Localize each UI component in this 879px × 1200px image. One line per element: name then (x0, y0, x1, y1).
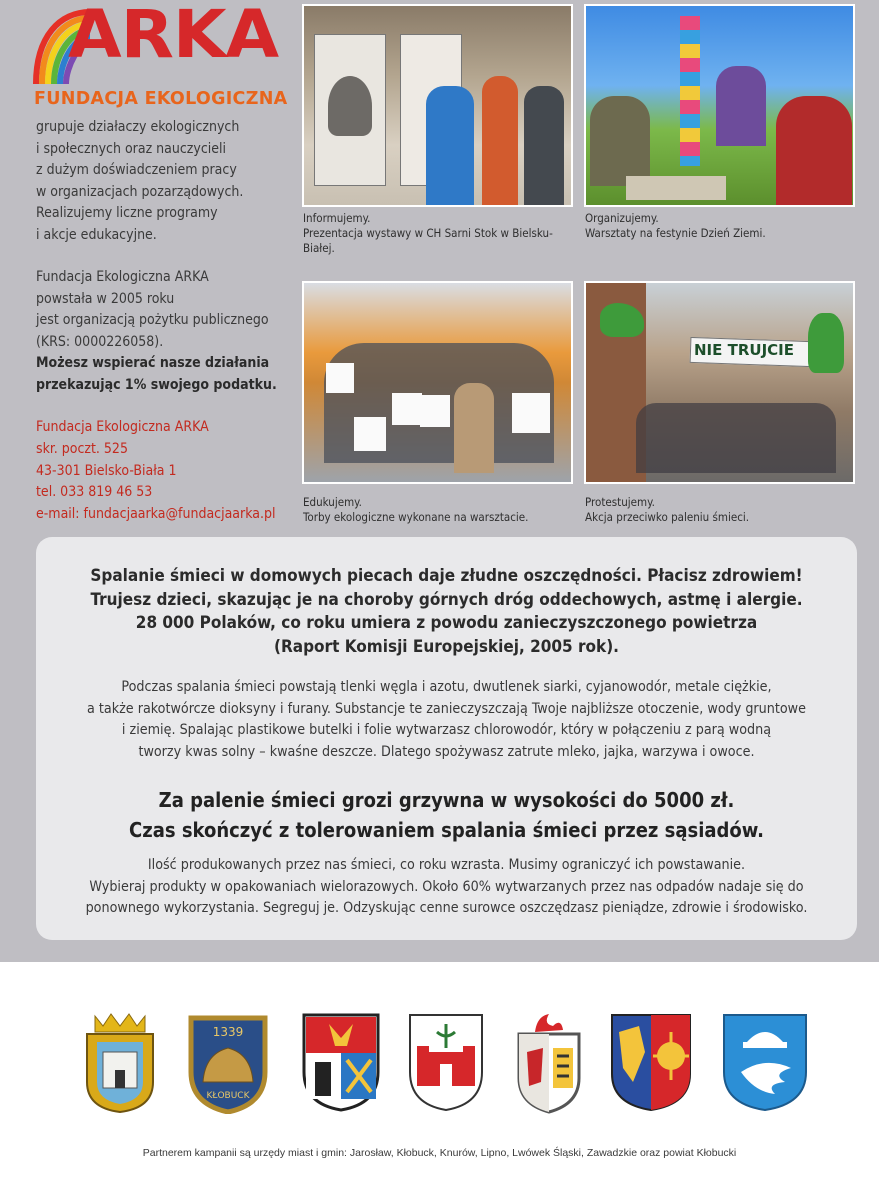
donation-appeal-line: Możesz wspierać nasze działania (36, 355, 270, 371)
about-text (36, 267, 296, 396)
caption-title: Informujemy. (303, 211, 371, 225)
photo-caption (585, 495, 855, 525)
logo-name: ARKA (68, 0, 279, 73)
arka-logo (30, 0, 290, 109)
photo-caption (303, 495, 578, 525)
caption-text: Torby ekologiczne wykonane na warsztacie. (303, 510, 529, 524)
lead-line: Spalanie śmieci w domowych piecach daje złudne oszczędności. Płacisz zdrowiem! (90, 566, 803, 586)
contact-pobox: skr. poczt. 525 (36, 440, 128, 457)
intro-line: i akcje edukacyjne. (36, 226, 157, 243)
lead-line: (Raport Komisji Europejskiej, 2005 rok). (274, 636, 619, 657)
photo-caption (303, 211, 578, 256)
caption-title: Edukujemy. (303, 495, 362, 509)
contact-email[interactable]: e-mail: fundacjaarka@fundacjaarka.pl (36, 506, 276, 523)
donation-appeal-line: przekazując 1% swojego podatku. (36, 376, 277, 393)
crest-motto: KŁOBUCK (206, 1091, 250, 1101)
crest-year: 1339 (212, 1025, 244, 1039)
body-line: a także rakotwórcze dioksyny i furany. Substancje te zanieczyszczają Twoje najbliższe otoczenie, wody gruntowe (87, 700, 806, 717)
contact-address: 43-301 Bielsko-Biała 1 (36, 462, 177, 479)
caption-text: Warsztaty na festynie Dzień Ziemi. (585, 226, 766, 240)
contact-block (36, 417, 275, 526)
contact-phone: tel. 033 819 46 53 (36, 484, 153, 501)
zawadzkie-crest-icon (609, 1012, 693, 1112)
intro-text (36, 117, 291, 246)
photo-workshop (584, 4, 855, 207)
intro-line: Realizujemy liczne programy (36, 205, 218, 221)
body-line: Podczas spalania śmieci powstają tlenki węgla i azotu, dwutlenek siarki, cyjanowodór, metale ciężkie, (121, 679, 772, 695)
photo-protest (584, 281, 855, 484)
warning-line: Za palenie śmieci grozi grzywna w wysokości do 5000 zł. (158, 788, 735, 812)
caption-title: Protestujemy. (585, 495, 655, 509)
caption-title: Organizujemy. (585, 211, 659, 225)
caption-text: Akcja przeciwko paleniu śmieci. (585, 510, 750, 524)
lead-paragraph (36, 565, 857, 659)
lwowek-slaski-crest-icon (513, 1012, 585, 1114)
body-line: ponownego wykorzystania. Segreguj je. Odzyskując cenne surowce oszczędzasz pieniądze, zdrowie i środowisko. (85, 900, 808, 917)
photo-eco-bags (302, 281, 573, 484)
body-line: Ilość produkowanych przez nas śmieci, co roku wzrasta. Musimy ograniczyć ich powstawanie. (147, 857, 746, 873)
about-line: jest organizacją pożytku publicznego (36, 312, 269, 328)
intro-line: w organizacjach pozarządowych. (36, 183, 244, 200)
about-line: Fundacja Ekologiczna ARKA (36, 269, 209, 285)
logo-subtitle: FUNDACJA EKOLOGICZNA (34, 89, 288, 109)
photo-caption (585, 211, 855, 241)
contact-org: Fundacja Ekologiczna ARKA (36, 419, 209, 435)
warning-line: Czas skończyć z tolerowaniem spalania śmieci przez sąsiadów. (129, 818, 764, 842)
jaroslaw-crest-icon (83, 1012, 157, 1114)
about-line: powstała w 2005 roku (36, 290, 175, 307)
warning-paragraph (36, 785, 857, 845)
intro-line: z dużym doświadczeniem pracy (36, 162, 237, 178)
info-panel (36, 537, 857, 940)
body-paragraph (36, 677, 857, 763)
photo-exhibition (302, 4, 573, 207)
caption-text: Białej. (303, 241, 335, 255)
body-paragraph (36, 855, 857, 920)
caption-text: Prezentacja wystawy w CH Sarni Stok w Bielsku- (303, 226, 553, 240)
about-line: (KRS: 0000226058). (36, 333, 164, 350)
klobuck-crest-icon (185, 1012, 271, 1114)
klobuck-county-crest-icon (721, 1012, 809, 1112)
knurow-crest-icon (301, 1012, 381, 1112)
body-line: tworzy kwas solny – kwaśne deszcze. Dlatego spożywasz zatrute mleko, jajka, warzywa i owoce. (138, 743, 755, 760)
body-line: Wybieraj produkty w opakowaniach wielorazowych. Około 60% wytwarzanych przez nas odpadów nadaje się do (89, 878, 804, 895)
lead-line: Trujesz dzieci, skazując je na choroby górnych dróg oddechowych, astmę i alergie. (90, 589, 803, 610)
lipno-crest-icon (407, 1012, 485, 1112)
intro-line: grupuje działaczy ekologicznych (36, 119, 240, 135)
body-line: i ziemię. Spalając plastikowe butelki i folie wytwarzasz chlorowodór, który w połączeniu z parą wodną (121, 722, 772, 739)
intro-line: i społecznych oraz nauczycieli (36, 140, 227, 157)
lead-line: 28 000 Polaków, co roku umiera z powodu zanieczyszczonego powietrza (135, 613, 758, 633)
partners-footer: Partnerem kampanii są urzędy miast i gmin: Jarosław, Kłobuck, Knurów, Lipno, Lwówek Śląski, Zawadzkie oraz powiat Kłobucki (142, 1147, 737, 1159)
protest-banner-text: NIE TRUJCIE (694, 341, 794, 359)
